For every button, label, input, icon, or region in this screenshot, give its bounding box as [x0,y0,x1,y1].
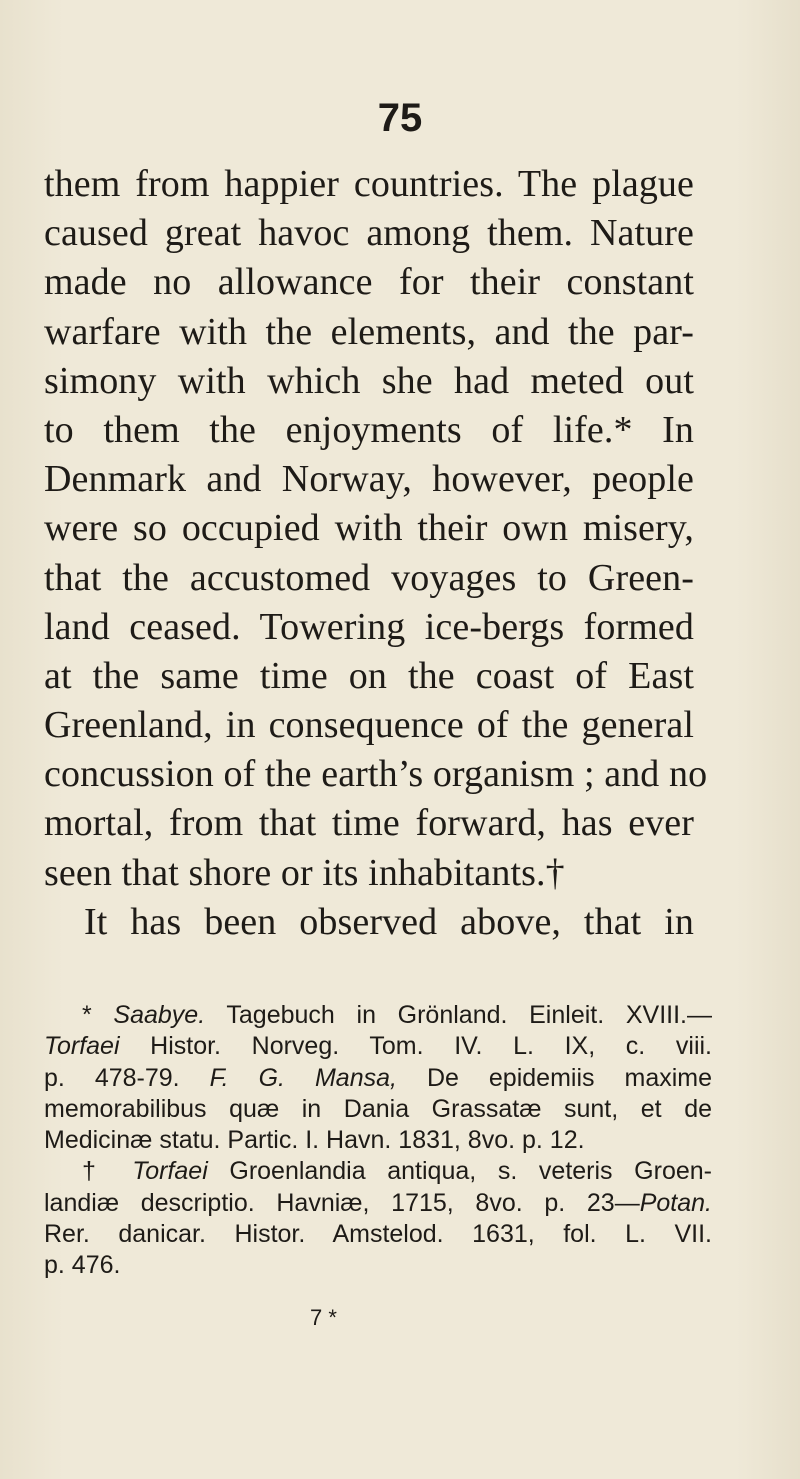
body-line: at the same time on the coast of East [44,654,694,697]
footnote-author: Torfaei [44,1032,120,1061]
footnotes [44,1000,712,1282]
footnote-author: Saabye. [113,1001,206,1029]
footnote-line [44,1063,712,1094]
body-line: Denmark and Norway, however, people [44,458,694,501]
footnote-author: Torfaei [132,1157,208,1186]
footnote-line: Rer. danicar. Histor. Amstelod. 1631, fol. L. VII. [44,1220,712,1249]
body-line: warfare with the elements, and the par- [44,310,694,353]
footnote-text: landiæ descriptio. Havniæ, 1715, 8vo. p. 23— [44,1188,640,1217]
footnote-line: memorabilibus quæ in Dania Grassatæ sunt, et de [44,1094,712,1123]
footnote-text: Groenlandia antiqua, s. veteris Groen- [207,1157,712,1186]
body-line: simony with which she had meted out [44,359,694,402]
body-line: mortal, from that time forward, has ever [44,802,694,845]
footnote-line [44,1188,712,1219]
footnote-mark: † [82,1157,133,1186]
footnote-text: Histor. Norveg. Tom. IV. L. IX, c. viii. [119,1032,712,1061]
footnote-line [44,1000,712,1031]
footnote-author: Potan. [639,1188,712,1217]
body-line: concussion of the earth’s organism ; and no [44,753,708,796]
footnote-line: Medicinæ statu. Partic. I. Havn. 1831, 8vo. p. 12. [44,1126,585,1155]
footnote-line [44,1156,712,1187]
body-line: made no allowance for their constant [44,261,694,304]
body-line: Greenland, in consequence of the general [44,704,694,747]
footnote-text: De epidemiis maxime [396,1063,712,1092]
body-line: seen that shore or its inhabitants.† [44,851,565,894]
footnote-line: p. 476. [44,1251,121,1280]
body-line: that the accustomed voyages to Green- [44,556,694,599]
body-line: them from happier countries. The plague [44,163,694,205]
footnote-mark: * [82,1001,114,1029]
body-line: land ceased. Towering ice-bergs formed [44,605,694,648]
footnote-author: F. G. Mansa, [209,1063,397,1092]
footnote-text: Tagebuch in Grönland. Einleit. XVIII.— [205,1001,712,1029]
signature-mark: 7 * [310,1305,337,1330]
body-text [44,160,708,947]
footnote-text: p. 478-79. [44,1063,210,1092]
body-line: were so occupied with their own misery, [44,507,694,550]
body-line: caused great havoc among them. Nature [44,212,694,255]
page-number: 75 [377,96,423,140]
footnote-line [44,1031,712,1062]
body-line: to them the enjoyments of life.* In [44,408,694,451]
body-line: It has been observed above, that in [84,900,694,943]
